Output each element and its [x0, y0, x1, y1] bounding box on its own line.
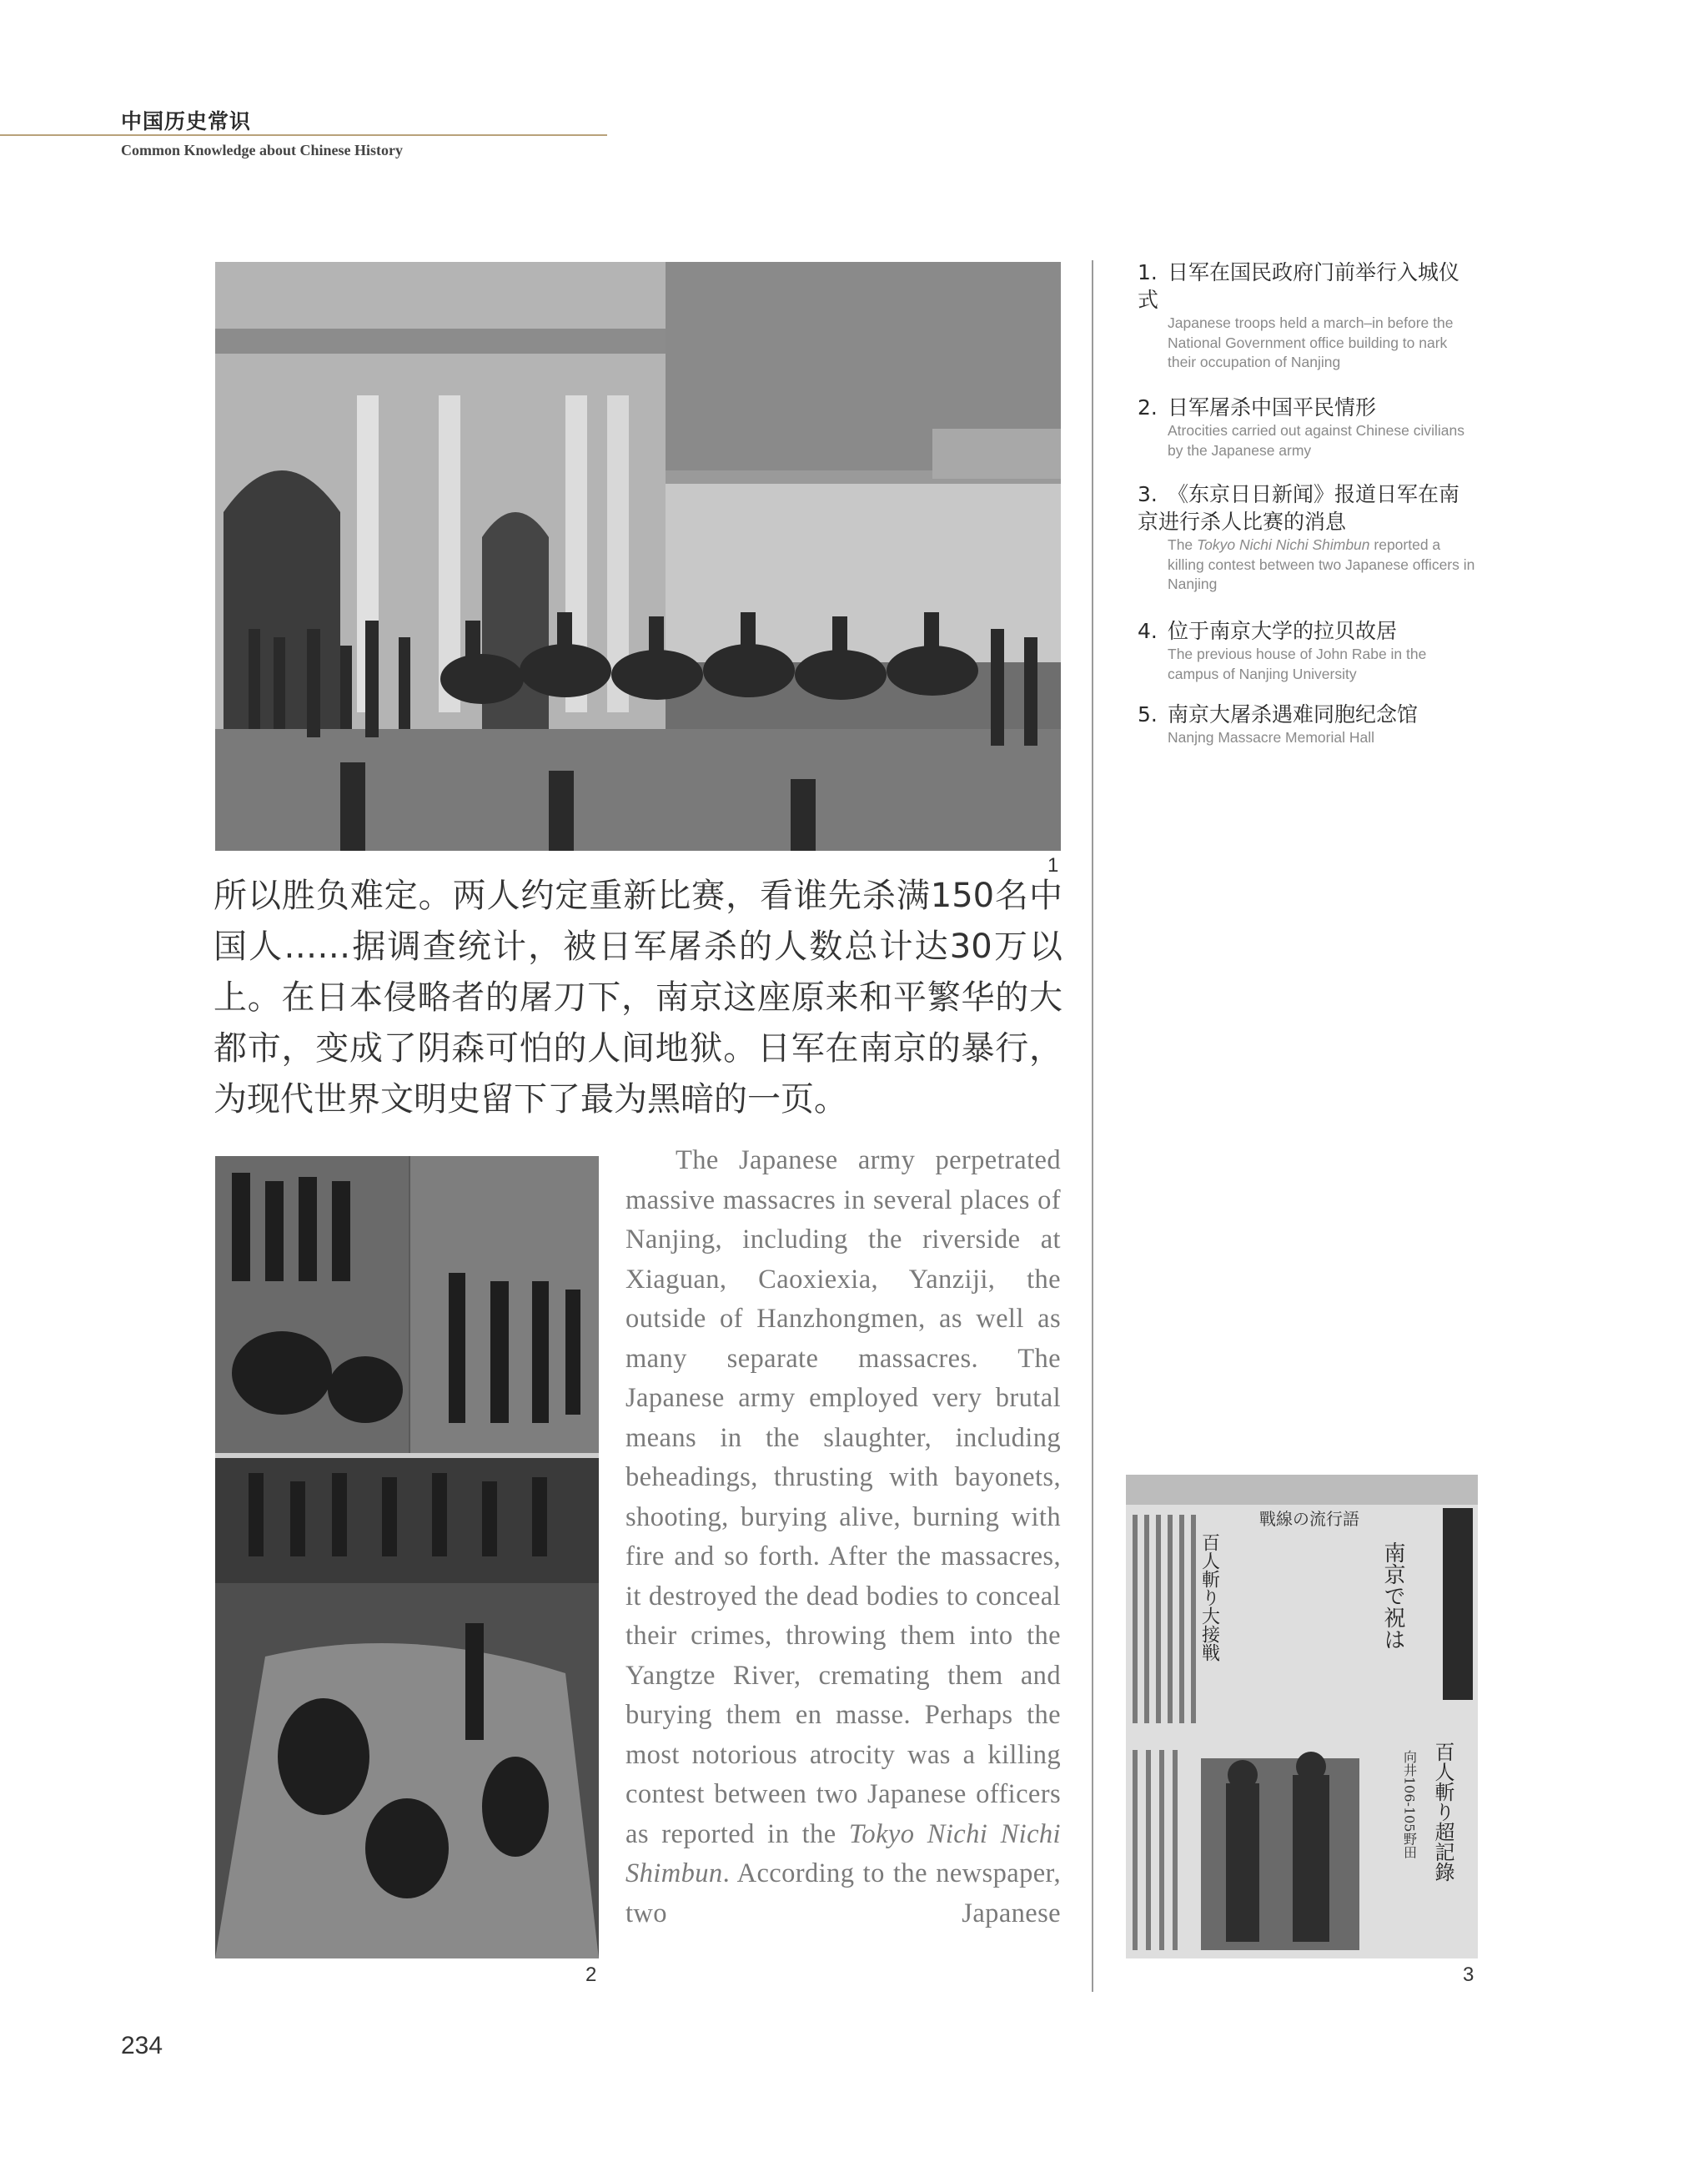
caption-1: [1138, 259, 1479, 373]
caption-3: [1138, 480, 1479, 595]
newspaper-headline-1: 百人斬り大接戦: [1198, 1533, 1220, 1662]
caption-cn: 南京大屠杀遇难同胞纪念馆: [1168, 702, 1419, 727]
photo-newspaper-clipping: [1126, 1475, 1478, 1958]
caption-number: 2.: [1138, 395, 1158, 420]
caption-5: [1138, 701, 1479, 748]
caption-en: Atrocities carried out against Chinese civilians by the Japanese army: [1168, 422, 1464, 459]
chinese-body-paragraph: 所以胜负难定。两人约定重新比赛，看谁先杀满150名中国人……据调查统计，被日军屠杀的人数总计达30万以上。在日本侵略者的屠刀下，南京这座原来和平繁华的大都市，变成了阴森可怕的人间地狱。日军在南京的暴行，为现代世界文明史留下了最为黑暗的一页。: [214, 877, 1062, 1119]
english-text-part-a: The Japanese army perpetrated massive massacres in several places of Nanjing, including the riverside at Xiaguan, Caoxiexia, Yanziji, the outside of Hanzhongmen, as well as many separate massacres. The Japanese army employed very brutal means in the slaughter, including beheadings, thrusting with bayonets, shooting, burying alive, burning with fire and so forth. After the massacres, it destroyed the dead bodies to conceal their crimes, throwing them into the Yangtze River, cremating them and burying them en masse. Perhaps the most notorious atrocity was a killing contest between two Japanese officers as reported in the: [625, 1145, 1061, 1849]
newspaper-headline-4: 百人斬り超記錄: [1431, 1742, 1454, 1882]
caption-number: 4.: [1138, 619, 1158, 643]
photo-atrocities-collage: [215, 1156, 599, 1958]
caption-4: [1138, 617, 1479, 684]
newspaper-headline-5: 向井106-105野田: [1401, 1750, 1418, 1859]
header-rule: [0, 134, 607, 136]
caption-en: Japanese troops held a march–in before the National Government office building to nark their occupation of Nanjing: [1168, 314, 1454, 370]
caption-number: 5.: [1138, 702, 1158, 727]
figure-number-3: 3: [1463, 1963, 1474, 1986]
english-text-part-b: . According to the newspaper, two Japanese: [625, 1858, 1061, 1928]
caption-en: The previous house of John Rabe in the campus of Nanjing University: [1168, 646, 1427, 682]
caption-en-post: reported a killing contest between two Japanese officers in Nanjing: [1168, 536, 1475, 592]
caption-cn: 位于南京大学的拉贝故居: [1168, 619, 1398, 643]
caption-en: Nanjng Massacre Memorial Hall: [1168, 729, 1374, 746]
newspaper-title-italic: Tokyo Nichi Nichi Shimbun: [625, 1818, 1061, 1888]
english-body-paragraph: [625, 1141, 1061, 1933]
caption-cn: 日军在国民政府门前举行入城仪式: [1138, 260, 1460, 312]
caption-2: [1138, 394, 1479, 460]
caption-en-pre: The: [1168, 536, 1198, 553]
running-header-title: 中国历史常识: [121, 109, 252, 133]
caption-number: 1.: [1138, 260, 1158, 284]
page-number: 234: [121, 2032, 163, 2059]
caption-number: 3.: [1138, 482, 1158, 506]
column-divider: [1092, 260, 1093, 1992]
caption-cn: 日军屠杀中国平民情形: [1168, 395, 1377, 420]
photo-march-in-ceremony: [215, 262, 1061, 851]
caption-cn: 《东京日日新闻》报道日军在南京进行杀人比赛的消息: [1138, 482, 1460, 534]
newspaper-headline-3: 南京で祝は: [1380, 1541, 1405, 1650]
figure-number-1: 1: [1047, 854, 1059, 877]
caption-en-italic: Tokyo Nichi Nichi Shimbun: [1197, 536, 1370, 553]
running-header-subtitle: Common Knowledge about Chinese History: [121, 142, 404, 158]
caption-en: [1168, 535, 1479, 595]
newspaper-headline-2: 戰線の流行語: [1259, 1509, 1359, 1529]
figure-number-2: 2: [585, 1963, 597, 1986]
